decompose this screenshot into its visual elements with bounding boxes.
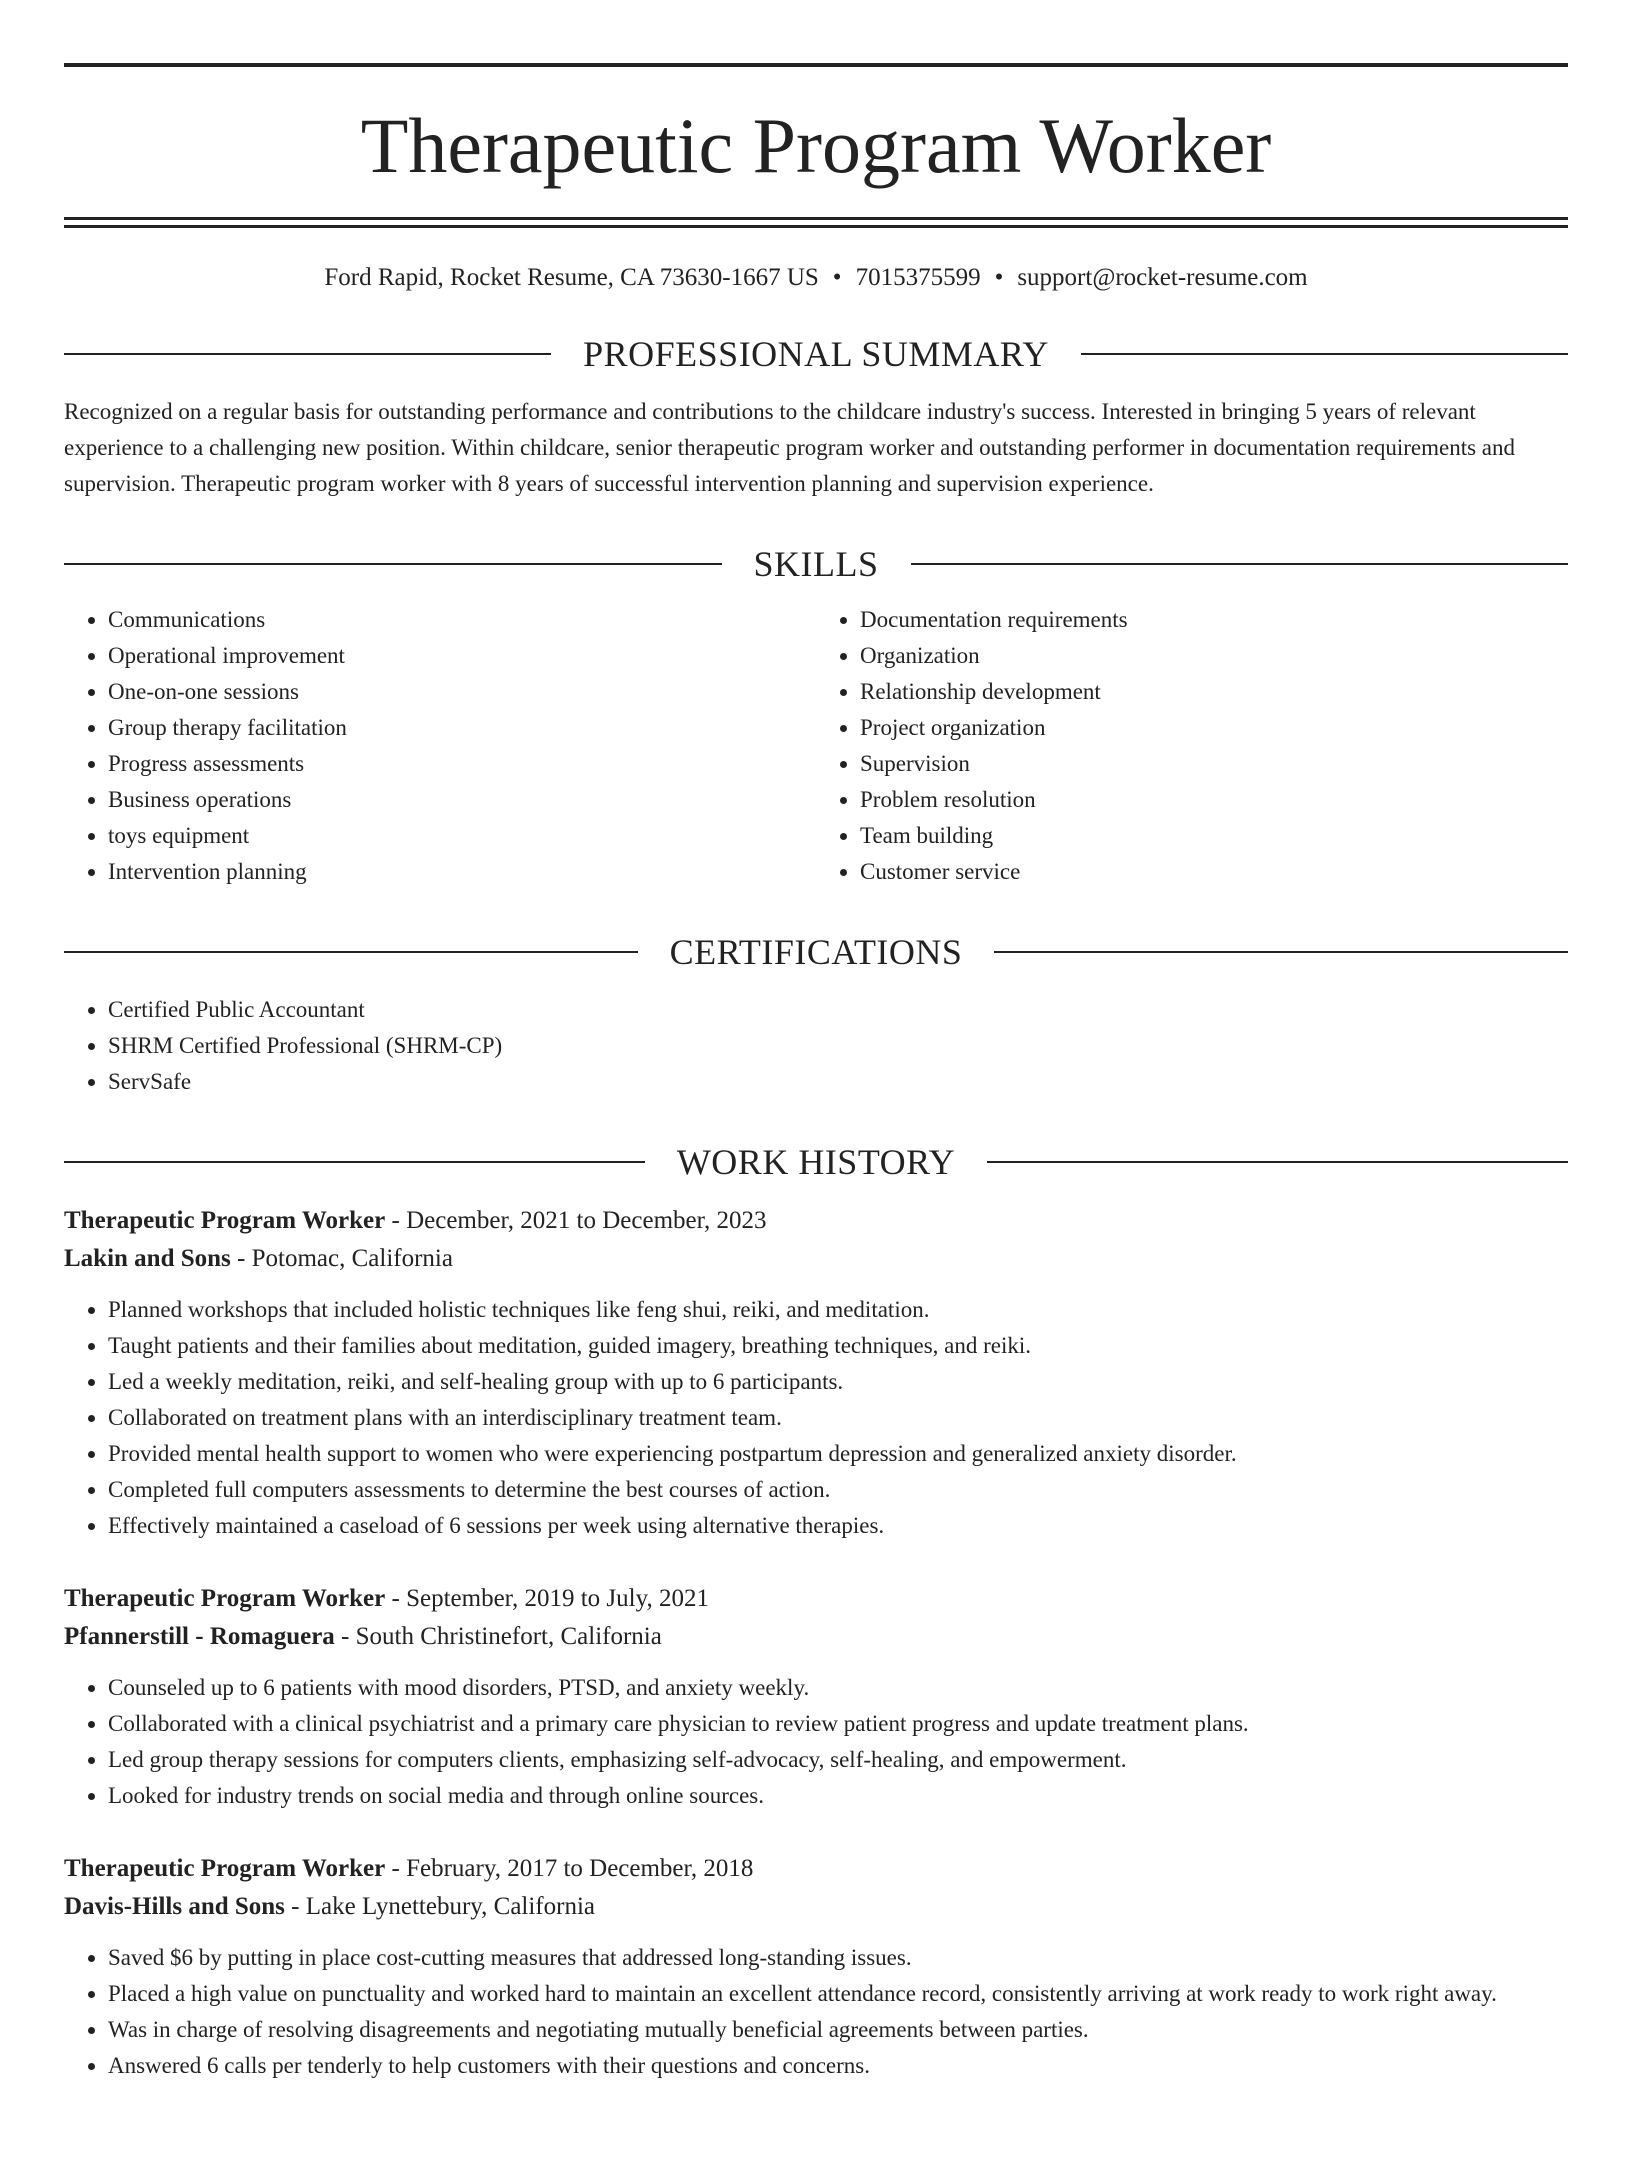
skill-item: • Operational improvement (108, 638, 816, 674)
heading-rule (64, 1161, 645, 1163)
job-bullet: • Provided mental health support to women who were experiencing postpartum depression and generalized anxiety disorder. (108, 1436, 1568, 1472)
certification-item: • SHRM Certified Professional (SHRM-CP) (108, 1028, 1568, 1064)
job-dates: September, 2019 to July, 2021 (406, 1585, 709, 1612)
skill-item: • One-on-one sessions (108, 674, 816, 710)
job-entry (64, 1850, 1568, 2084)
job-company-line (64, 1618, 1568, 1656)
skill-item: • Customer service (860, 854, 1568, 890)
resume-page (0, 63, 1632, 2175)
skill-item: • Documentation requirements (860, 602, 1568, 638)
heading-rule (64, 951, 638, 953)
job-dash: - (284, 1893, 306, 1920)
job-dash: - (385, 1207, 407, 1234)
heading-rule (911, 563, 1569, 565)
job-location: Potomac, California (251, 1245, 453, 1272)
heading-rule (987, 1161, 1568, 1163)
skill-item: • toys equipment (108, 818, 816, 854)
job-location: South Christinefort, California (355, 1623, 662, 1650)
job-dash: - (385, 1585, 407, 1612)
contact-line (64, 264, 1568, 292)
job-title: Therapeutic Program Worker (64, 1585, 386, 1612)
job-title-line (64, 1202, 1568, 1240)
job-company-line (64, 1240, 1568, 1278)
skill-item: • Team building (860, 818, 1568, 854)
job-bullet: • Was in charge of resolving disagreements and negotiating mutually beneficial agreements between parties. (108, 2012, 1568, 2048)
contact-phone: 7015375599 (855, 264, 981, 291)
certifications-heading-title: CERTIFICATIONS (669, 932, 963, 972)
job-company: Pfannerstill - Romaguera (64, 1623, 335, 1650)
job-title-line (64, 1580, 1568, 1618)
heading-rule (994, 951, 1568, 953)
job-company: Lakin and Sons (64, 1245, 231, 1272)
candidate-name: Therapeutic Program Worker (360, 102, 1272, 189)
heading-rule (64, 563, 722, 565)
certifications-heading (64, 934, 1568, 970)
work-history-heading (64, 1144, 1568, 1180)
job-bullet: • Saved $6 by putting in place cost-cutting measures that addressed long-standing issues. (108, 1940, 1568, 1976)
job-company-line (64, 1888, 1568, 1926)
skill-item: • Organization (860, 638, 1568, 674)
contact-email: support@rocket-resume.com (1017, 264, 1308, 291)
top-rule (64, 63, 1568, 67)
job-dash: - (334, 1623, 356, 1650)
job-bullet: • Collaborated with a clinical psychiatrist and a primary care physician to review patient progress and update treatment plans. (108, 1706, 1568, 1742)
skill-item: • Problem resolution (860, 782, 1568, 818)
skill-item: • Intervention planning (108, 854, 816, 890)
skills-heading-title: SKILLS (753, 544, 879, 584)
skill-item: • Project organization (860, 710, 1568, 746)
skills-list-left (64, 602, 816, 890)
skills-list-right (816, 602, 1568, 890)
job-dash: - (385, 1855, 407, 1882)
summary-text: Recognized on a regular basis for outstanding performance and contributions to the childcare industry's success. Interested in bringing 5 years of relevant experience to a challenging new position. Within childcare, senior therapeutic program worker and outstanding performer in documentation requirements and supervision. Therapeutic program worker with 8 years of successful intervention planning and supervision experience. (64, 399, 1515, 496)
contact-address: Ford Rapid, Rocket Resume, CA 73630-1667 US (324, 264, 819, 291)
job-bullet: • Effectively maintained a caseload of 6 sessions per week using alternative therapies. (108, 1508, 1568, 1544)
summary-heading (64, 336, 1568, 372)
heading-rule (64, 353, 551, 355)
skill-item: • Relationship development (860, 674, 1568, 710)
job-entry (64, 1580, 1568, 1814)
skills-heading (64, 546, 1568, 582)
job-bullet: • Planned workshops that included holistic techniques like feng shui, reiki, and meditation. (108, 1292, 1568, 1328)
job-bullets (64, 1940, 1568, 2084)
double-rule (64, 217, 1568, 228)
heading-rule (1081, 353, 1568, 355)
job-bullet: • Looked for industry trends on social media and through online sources. (108, 1778, 1568, 1814)
job-bullet: • Answered 6 calls per tenderly to help customers with their questions and concerns. (108, 2048, 1568, 2084)
job-dates: December, 2021 to December, 2023 (406, 1207, 767, 1234)
job-bullets (64, 1292, 1568, 1544)
job-dates: February, 2017 to December, 2018 (406, 1855, 754, 1882)
skills-columns (64, 602, 1568, 890)
job-bullet: • Placed a high value on punctuality and worked hard to maintain an excellent attendance record, consistently arriving at work ready to work right away. (108, 1976, 1568, 2012)
job-bullet: • Taught patients and their families about meditation, guided imagery, breathing techniques, and reiki. (108, 1328, 1568, 1364)
certifications-list (64, 992, 1568, 1100)
job-title: Therapeutic Program Worker (64, 1855, 386, 1882)
job-location: Lake Lynettebury, California (305, 1893, 595, 1920)
certification-item: • Certified Public Accountant (108, 992, 1568, 1028)
job-title-line (64, 1850, 1568, 1888)
job-title: Therapeutic Program Worker (64, 1207, 386, 1234)
skill-item: • Business operations (108, 782, 816, 818)
job-bullet: • Completed full computers assessments to determine the best courses of action. (108, 1472, 1568, 1508)
skill-item: • Group therapy facilitation (108, 710, 816, 746)
summary-heading-title: PROFESSIONAL SUMMARY (583, 334, 1049, 374)
job-bullet: • Collaborated on treatment plans with an interdisciplinary treatment team. (108, 1400, 1568, 1436)
work-history-heading-title: WORK HISTORY (676, 1142, 956, 1182)
job-bullets (64, 1670, 1568, 1814)
job-bullet: • Counseled up to 6 patients with mood disorders, PTSD, and anxiety weekly. (108, 1670, 1568, 1706)
job-bullet: • Led group therapy sessions for computers clients, emphasizing self-advocacy, self-healing, and empowerment. (108, 1742, 1568, 1778)
skill-item: • Progress assessments (108, 746, 816, 782)
skill-item: • Communications (108, 602, 816, 638)
job-company: Davis-Hills and Sons (64, 1893, 285, 1920)
contact-separator: • (832, 264, 842, 291)
skill-item: • Supervision (860, 746, 1568, 782)
job-dash: - (230, 1245, 252, 1272)
certification-item: • ServSafe (108, 1064, 1568, 1100)
job-bullet: • Led a weekly meditation, reiki, and self-healing group with up to 6 participants. (108, 1364, 1568, 1400)
contact-separator: • (994, 264, 1004, 291)
job-entry (64, 1202, 1568, 1544)
